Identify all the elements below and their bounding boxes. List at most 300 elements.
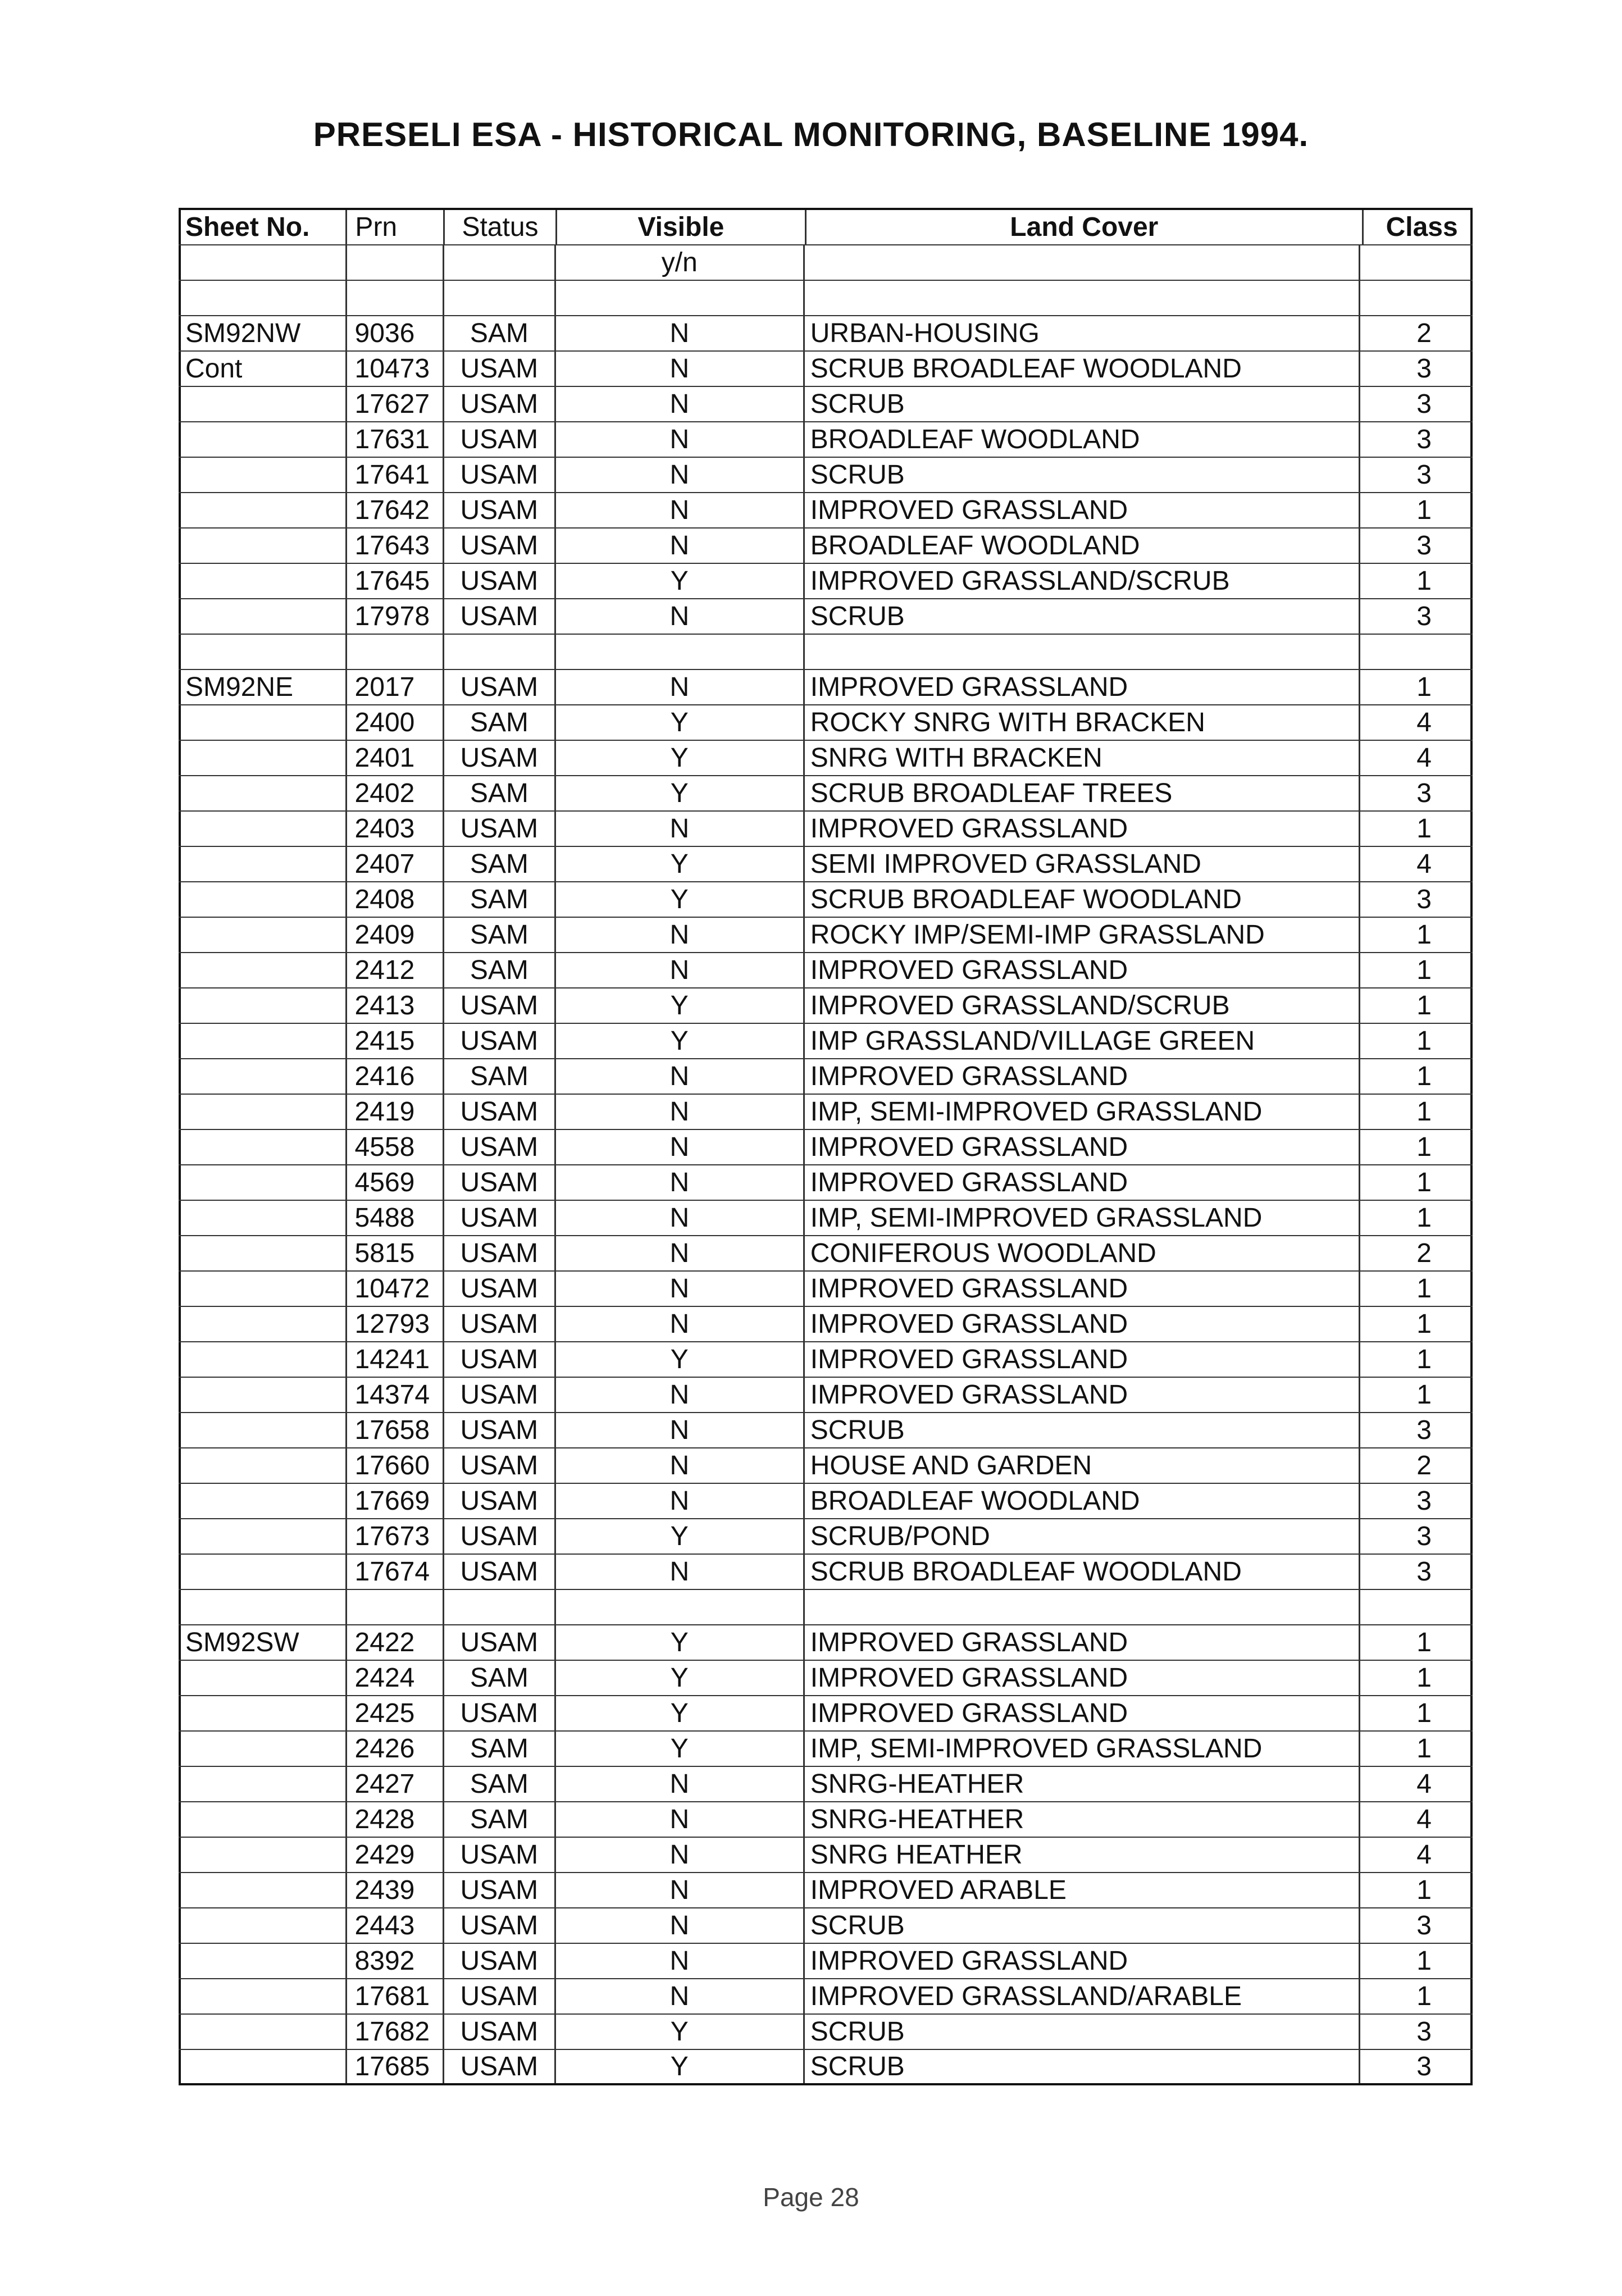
cell-status: USAM [444,1944,556,1978]
cell-visible: Y [556,1342,805,1377]
cell-visible: N [556,1908,805,1943]
cell-prn [347,281,444,315]
cell-sheet-no [179,1979,347,2013]
table-row [179,458,1473,493]
cell-status: USAM [444,1696,556,1730]
cell-class [1360,1590,1473,1624]
cell-land-cover: SCRUB [805,1908,1360,1943]
cell-status: USAM [444,387,556,421]
cell-sheet-no [179,1201,347,1235]
cell-class: 3 [1360,1413,1473,1447]
cell-land-cover: IMPROVED GRASSLAND [805,1307,1360,1341]
table-row [179,635,1473,670]
cell-land-cover [805,635,1360,669]
cell-land-cover: IMPROVED GRASSLAND [805,1272,1360,1306]
table-row [179,1908,1473,1944]
cell-visible: N [556,1236,805,1270]
cell-land-cover: IMP GRASSLAND/VILLAGE GREEN [805,1024,1360,1058]
cell-land-cover: IMPROVED GRASSLAND [805,953,1360,987]
cell-sheet-no [179,1696,347,1730]
cell-prn: 2415 [347,1024,444,1058]
cell-prn: 2427 [347,1767,444,1801]
cell-prn: 2409 [347,918,444,952]
cell-class: 1 [1360,953,1473,987]
cell-visible [556,1590,805,1624]
cell-land-cover: BROADLEAF WOODLAND [805,422,1360,457]
cell-class: 3 [1360,387,1473,421]
cell-status: USAM [444,352,556,386]
cell-land-cover: IMPROVED GRASSLAND [805,493,1360,527]
cell-status: SAM [444,776,556,810]
cell-prn: 17642 [347,493,444,527]
cell-class: 3 [1360,882,1473,917]
cell-status: USAM [444,1625,556,1660]
cell-land-cover: IMPROVED GRASSLAND [805,1130,1360,1164]
table-row [179,1024,1473,1059]
cell-status: USAM [444,1272,556,1306]
cell-land-cover: SCRUB [805,2015,1360,2049]
cell-class: 1 [1360,1944,1473,1978]
table-row [179,352,1473,387]
table-row [179,1555,1473,1590]
cell-prn: 10472 [347,1272,444,1306]
cell-sheet-no [179,1519,347,1554]
cell-prn: 5488 [347,1201,444,1235]
cell-prn: 17681 [347,1979,444,2013]
table-row [179,1236,1473,1272]
cell-prn: 8392 [347,1944,444,1978]
cell-sheet-no [179,705,347,740]
cell-prn: 2403 [347,812,444,846]
table-row [179,1944,1473,1979]
cell-prn: 2439 [347,1873,444,1907]
cell-visible: Y [556,776,805,810]
table-row [179,705,1473,741]
table-row [179,1873,1473,1908]
table-row [179,812,1473,847]
cell-prn: 2412 [347,953,444,987]
cell-visible: N [556,1767,805,1801]
cell-visible: Y [556,564,805,598]
cell-land-cover: SNRG WITH BRACKEN [805,741,1360,775]
cell-status: USAM [444,1307,556,1341]
cell-prn: 2401 [347,741,444,775]
cell-prn: 2408 [347,882,444,917]
header-class: Class [1364,210,1473,244]
cell-sheet-no [179,1802,347,1837]
cell-sheet-no [179,1908,347,1943]
cell-sheet-no [179,776,347,810]
cell-class: 2 [1360,316,1473,350]
table-row [179,1342,1473,1378]
cell-class: 4 [1360,1767,1473,1801]
cell-status: SAM [444,1732,556,1766]
cell-land-cover: ROCKY IMP/SEMI-IMP GRASSLAND [805,918,1360,952]
cell-sheet-no: SM92NE [179,670,347,704]
cell-prn: 17631 [347,422,444,457]
table-row [179,988,1473,1024]
cell-visible: Y [556,2015,805,2049]
table-row [179,529,1473,564]
cell-prn: 2443 [347,1908,444,1943]
cell-status: USAM [444,1555,556,1589]
cell-land-cover: URBAN-HOUSING [805,316,1360,350]
cell-prn: 10473 [347,352,444,386]
cell-status: SAM [444,316,556,350]
table-row [179,1979,1473,2015]
cell-sheet-no [179,953,347,987]
cell-visible: Y [556,847,805,881]
cell-prn: 2402 [347,776,444,810]
cell-class: 2 [1360,1236,1473,1270]
cell-visible: N [556,1378,805,1412]
cell-prn: 2413 [347,988,444,1023]
cell-status: USAM [444,1024,556,1058]
cell-prn [347,635,444,669]
cell-sheet-no [179,1448,347,1483]
cell-sheet-no [179,493,347,527]
cell-status: USAM [444,493,556,527]
cell-visible: N [556,1555,805,1589]
table-row [179,387,1473,422]
cell-visible: N [556,1130,805,1164]
cell-class: 1 [1360,1625,1473,1660]
cell-land-cover: SCRUB [805,1413,1360,1447]
cell-class: 1 [1360,1201,1473,1235]
cell-prn: 17641 [347,458,444,492]
cell-land-cover: SCRUB/POND [805,1519,1360,1554]
cell-status: USAM [444,1413,556,1447]
cell-land-cover: IMPROVED GRASSLAND [805,1378,1360,1412]
cell-class: 4 [1360,705,1473,740]
cell-sheet-no [179,1732,347,1766]
cell-sheet-no [179,1378,347,1412]
cell-class: 1 [1360,1307,1473,1341]
cell-sheet-no [179,529,347,563]
cell-status: SAM [444,1059,556,1094]
cell-visible: Y [556,1024,805,1058]
cell-status [444,635,556,669]
page-title: PRESELI ESA - HISTORICAL MONITORING, BASELINE 1994. [313,116,1309,153]
cell-sheet-no [179,1272,347,1306]
cell-visible: N [556,1272,805,1306]
subheader-prn-empty [347,245,444,280]
header-land-cover: Land Cover [807,210,1364,244]
cell-sheet-no: SM92SW [179,1625,347,1660]
subheader-status-empty [444,245,556,280]
cell-land-cover: SCRUB [805,2050,1360,2083]
cell-class: 3 [1360,2015,1473,2049]
cell-sheet-no [179,635,347,669]
cell-class: 3 [1360,1484,1473,1518]
cell-visible: N [556,1165,805,1200]
cell-class: 1 [1360,1873,1473,1907]
cell-land-cover [805,1590,1360,1624]
cell-sheet-no [179,1661,347,1695]
table-row [179,1201,1473,1236]
cell-land-cover: SCRUB [805,458,1360,492]
cell-status: SAM [444,705,556,740]
cell-prn [347,1590,444,1624]
table-row [179,741,1473,776]
cell-prn: 17685 [347,2050,444,2083]
cell-prn: 2017 [347,670,444,704]
cell-sheet-no [179,812,347,846]
table-row [179,2050,1473,2085]
cell-visible: N [556,352,805,386]
cell-sheet-no [179,1873,347,1907]
monitoring-table [179,208,1473,2085]
table-row [179,670,1473,705]
cell-class: 1 [1360,1165,1473,1200]
cell-class: 3 [1360,599,1473,634]
cell-status: USAM [444,1201,556,1235]
cell-visible: N [556,1484,805,1518]
cell-class [1360,635,1473,669]
cell-visible: N [556,1944,805,1978]
header-visible-sub: y/n [556,245,805,280]
cell-status: USAM [444,564,556,598]
cell-class: 3 [1360,352,1473,386]
header-status: Status [445,210,557,244]
cell-land-cover: ROCKY SNRG WITH BRACKEN [805,705,1360,740]
cell-prn: 2426 [347,1732,444,1766]
cell-land-cover: HOUSE AND GARDEN [805,1448,1360,1483]
table-row [179,1838,1473,1873]
cell-class: 1 [1360,988,1473,1023]
table-row [179,1165,1473,1201]
cell-status: USAM [444,1378,556,1412]
table-header-row [179,208,1473,245]
cell-class: 1 [1360,670,1473,704]
cell-prn: 2428 [347,1802,444,1837]
cell-prn: 14241 [347,1342,444,1377]
cell-visible: N [556,599,805,634]
cell-prn: 2400 [347,705,444,740]
table-row [179,776,1473,812]
cell-land-cover: IMPROVED GRASSLAND [805,1342,1360,1377]
cell-status: USAM [444,1484,556,1518]
cell-sheet-no [179,1944,347,1978]
cell-visible [556,281,805,315]
cell-sheet-no [179,1767,347,1801]
cell-land-cover: SNRG-HEATHER [805,1767,1360,1801]
cell-class: 3 [1360,422,1473,457]
cell-prn: 17627 [347,387,444,421]
cell-land-cover: SCRUB BROADLEAF WOODLAND [805,352,1360,386]
cell-prn: 17645 [347,564,444,598]
cell-class: 1 [1360,1661,1473,1695]
cell-class: 1 [1360,1059,1473,1094]
cell-class: 1 [1360,1024,1473,1058]
cell-status: USAM [444,458,556,492]
cell-land-cover: CONIFEROUS WOODLAND [805,1236,1360,1270]
cell-visible: Y [556,1625,805,1660]
cell-sheet-no [179,1590,347,1624]
cell-sheet-no [179,1555,347,1589]
cell-sheet-no [179,1307,347,1341]
cell-sheet-no [179,564,347,598]
cell-sheet-no [179,882,347,917]
cell-visible: Y [556,2050,805,2083]
table-row [179,493,1473,529]
table-row [179,918,1473,953]
cell-land-cover: SNRG HEATHER [805,1838,1360,1872]
table-row [179,1272,1473,1307]
cell-prn: 2416 [347,1059,444,1094]
cell-sheet-no [179,1165,347,1200]
cell-sheet-no: SM92NW [179,316,347,350]
cell-prn: 2407 [347,847,444,881]
cell-prn: 5815 [347,1236,444,1270]
cell-class: 3 [1360,458,1473,492]
cell-status: USAM [444,1838,556,1872]
table-row [179,1130,1473,1165]
cell-class: 3 [1360,776,1473,810]
cell-status: USAM [444,1519,556,1554]
cell-visible: N [556,1307,805,1341]
cell-status: SAM [444,882,556,917]
cell-prn: 17643 [347,529,444,563]
cell-sheet-no: Cont [179,352,347,386]
cell-land-cover: BROADLEAF WOODLAND [805,1484,1360,1518]
cell-visible: Y [556,1519,805,1554]
cell-sheet-no [179,1130,347,1164]
cell-status: USAM [444,741,556,775]
cell-visible [556,635,805,669]
table-row [179,1732,1473,1767]
cell-sheet-no [179,1095,347,1129]
cell-visible: Y [556,882,805,917]
cell-land-cover: IMPROVED GRASSLAND/ARABLE [805,1979,1360,2013]
cell-prn: 17978 [347,599,444,634]
cell-class: 1 [1360,1378,1473,1412]
cell-class: 4 [1360,1838,1473,1872]
cell-class: 3 [1360,1555,1473,1589]
subheader-land-cover-empty [805,245,1360,280]
cell-class: 1 [1360,1130,1473,1164]
cell-sheet-no [179,1342,347,1377]
cell-visible: N [556,387,805,421]
cell-class: 1 [1360,812,1473,846]
cell-visible: Y [556,1696,805,1730]
cell-visible: N [556,1802,805,1837]
cell-visible: N [556,1979,805,2013]
cell-prn: 17669 [347,1484,444,1518]
cell-status: USAM [444,1165,556,1200]
cell-class: 4 [1360,741,1473,775]
cell-land-cover: IMPROVED GRASSLAND [805,670,1360,704]
table-row [179,2015,1473,2050]
cell-sheet-no [179,1484,347,1518]
cell-prn: 2422 [347,1625,444,1660]
cell-status: USAM [444,1236,556,1270]
cell-class: 1 [1360,1696,1473,1730]
cell-visible: N [556,493,805,527]
cell-land-cover: IMPROVED ARABLE [805,1873,1360,1907]
cell-status: USAM [444,670,556,704]
cell-visible: Y [556,1732,805,1766]
cell-class: 1 [1360,918,1473,952]
cell-visible: N [556,1059,805,1094]
table-row [179,1095,1473,1130]
header-prn: Prn [347,210,445,244]
cell-status: USAM [444,2050,556,2083]
subheader-class-empty [1360,245,1473,280]
cell-land-cover: IMPROVED GRASSLAND/SCRUB [805,564,1360,598]
cell-visible: N [556,529,805,563]
cell-class: 2 [1360,1448,1473,1483]
table-row [179,1661,1473,1696]
cell-sheet-no [179,2015,347,2049]
cell-prn: 14374 [347,1378,444,1412]
cell-sheet-no [179,918,347,952]
table-row [179,1767,1473,1802]
cell-land-cover: SCRUB BROADLEAF WOODLAND [805,882,1360,917]
table-row [179,422,1473,458]
cell-status: USAM [444,1873,556,1907]
cell-visible: N [556,812,805,846]
cell-land-cover: IMP, SEMI-IMPROVED GRASSLAND [805,1095,1360,1129]
cell-class: 1 [1360,1342,1473,1377]
cell-status: SAM [444,918,556,952]
cell-visible: Y [556,741,805,775]
cell-class: 3 [1360,2050,1473,2083]
subheader-sheet-empty [179,245,347,280]
cell-status: USAM [444,529,556,563]
cell-class: 4 [1360,1802,1473,1837]
cell-prn: 2424 [347,1661,444,1695]
cell-prn: 12793 [347,1307,444,1341]
cell-sheet-no [179,1413,347,1447]
cell-status: USAM [444,1342,556,1377]
table-row [179,1625,1473,1661]
cell-visible: N [556,422,805,457]
table-row [179,1590,1473,1625]
cell-land-cover: IMPROVED GRASSLAND [805,1165,1360,1200]
cell-status: USAM [444,1130,556,1164]
cell-status: USAM [444,988,556,1023]
table-row [179,1378,1473,1413]
cell-prn: 2429 [347,1838,444,1872]
cell-prn: 4558 [347,1130,444,1164]
cell-sheet-no [179,741,347,775]
cell-sheet-no [179,1838,347,1872]
cell-visible: N [556,918,805,952]
cell-sheet-no [179,599,347,634]
cell-land-cover: IMPROVED GRASSLAND [805,1944,1360,1978]
cell-prn: 2419 [347,1095,444,1129]
table-row [179,281,1473,316]
cell-status: SAM [444,1767,556,1801]
cell-land-cover: SCRUB BROADLEAF TREES [805,776,1360,810]
cell-land-cover: IMPROVED GRASSLAND [805,1059,1360,1094]
cell-land-cover: IMPROVED GRASSLAND [805,1661,1360,1695]
cell-class [1360,281,1473,315]
cell-status: USAM [444,2015,556,2049]
table-row [179,1696,1473,1732]
cell-land-cover: BROADLEAF WOODLAND [805,529,1360,563]
cell-class: 1 [1360,1732,1473,1766]
cell-visible: N [556,1413,805,1447]
table-row [179,1059,1473,1095]
cell-prn: 17673 [347,1519,444,1554]
cell-status: SAM [444,953,556,987]
table-subheader-row [179,245,1473,281]
cell-class: 1 [1360,1095,1473,1129]
cell-status: SAM [444,847,556,881]
cell-land-cover: IMPROVED GRASSLAND/SCRUB [805,988,1360,1023]
